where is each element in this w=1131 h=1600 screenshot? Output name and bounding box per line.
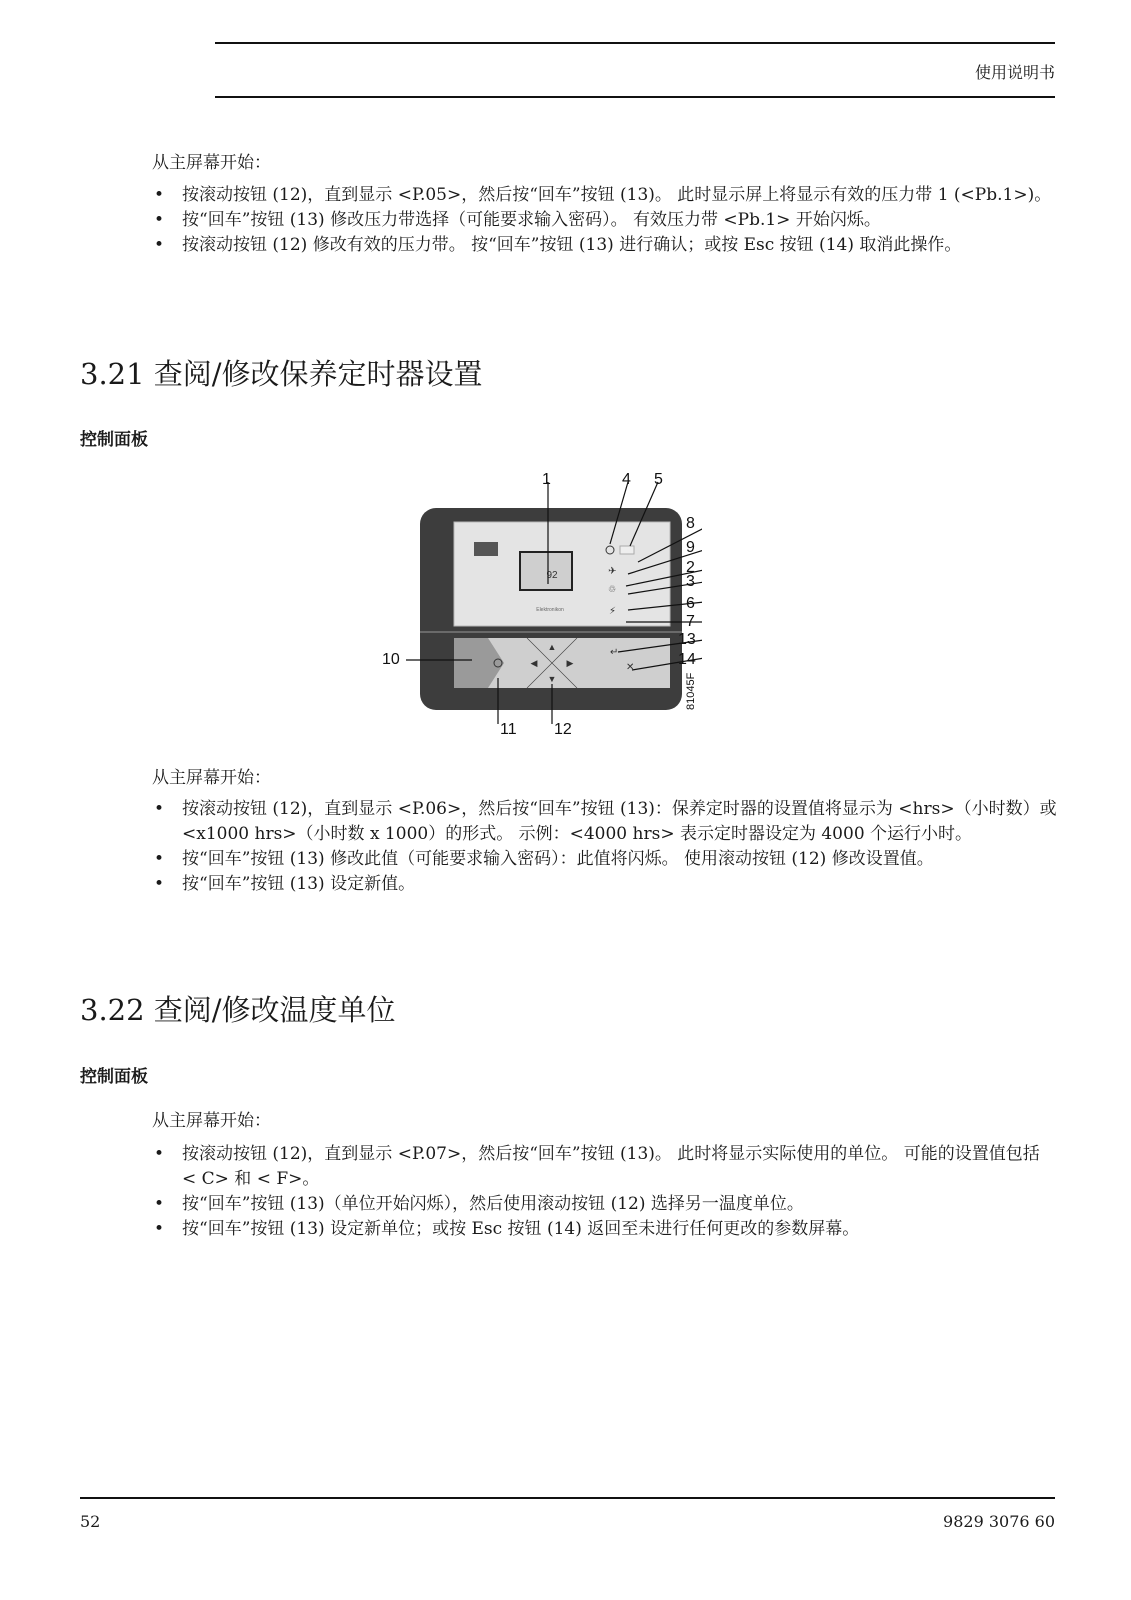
list-item: • 按“回车”按钮 (13) 设定新单位；或按 Esc 按钮 (14) 返回至未进行任何更改的参数屏幕。 <box>152 1217 1057 1242</box>
service-icon: ♲ <box>608 584 617 594</box>
list-item: • 按滚动按钮 (12)，直到显示 <P.05>，然后按“回车”按钮 (13)。 此时显示屏上将显示有效的压力带 1 (<Pb.1>)。 <box>152 183 1057 208</box>
list-item: • 按滚动按钮 (12)，直到显示 <P.07>，然后按“回车”按钮 (13)。 此时将显示实际使用的单位。 可能的设置值包括 < C> 和 < F>。 <box>152 1142 1057 1192</box>
bullet-list <box>152 797 1057 897</box>
figure-id: 81045F <box>685 672 697 710</box>
header-title: 使用说明书 <box>974 63 1055 82</box>
brand-caption: Elektronikon <box>536 607 564 613</box>
doc-number: 9829 3076 60 <box>943 1512 1055 1531</box>
scroll-down-icon: ▼ <box>547 674 557 684</box>
bullet-list <box>152 183 1057 258</box>
list-item: • 按“回车”按钮 (13) 设定新值。 <box>152 872 1057 897</box>
intro-text: 从主屏幕开始： <box>152 153 271 173</box>
header-top-rule <box>215 42 1055 44</box>
list-item: • 按“回车”按钮 (13)（单位开始闪烁），然后使用滚动按钮 (12) 选择另一温度单位。 <box>152 1192 1057 1217</box>
control-panel-figure <box>382 462 702 742</box>
esc-button-icon: ✕ <box>626 662 635 673</box>
intro-text: 从主屏幕开始： <box>152 1111 271 1131</box>
subsection-title: 控制面板 <box>80 1067 148 1087</box>
intro-text: 从主屏幕开始： <box>152 768 271 788</box>
voltage-icon: ⚡ <box>609 606 617 617</box>
callout-11: 11 <box>500 721 517 738</box>
callout-9: 9 <box>686 539 695 556</box>
callout-4: 4 <box>622 471 631 488</box>
footer-rule <box>80 1497 1055 1499</box>
callout-2: 2 <box>686 559 695 576</box>
list-item: • 按滚动按钮 (12) 修改有效的压力带。 按“回车”按钮 (13) 进行确认；或按 Esc 按钮 (14) 取消此操作。 <box>152 233 1057 258</box>
scroll-up-icon: ▲ <box>547 642 557 652</box>
bullet-list <box>152 1142 1057 1242</box>
callout-12: 12 <box>554 721 572 738</box>
callout-1: 1 <box>542 471 551 488</box>
enter-button-icon: ↵ <box>610 647 619 658</box>
brand-logo <box>474 542 498 556</box>
callout-3: 3 <box>686 573 695 590</box>
list-item: • 按“回车”按钮 (13) 修改压力带选择（可能要求输入密码）。 有效压力带 <Pb.1> 开始闪烁。 <box>152 208 1057 233</box>
section-title: 3.21 查阅/修改保养定时器设置 <box>80 357 483 391</box>
callout-8: 8 <box>686 515 695 532</box>
list-item: • 按滚动按钮 (12)，直到显示 <P.06>，然后按“回车”按钮 (13)：保养定时器的设置值将显示为 <hrs>（小时数）或 <x1000 hrs>（小时数 x 1000）的形式。 示例：<4000 hrs> 表示定时器设定为 4000 个运行小时。 <box>152 797 1057 847</box>
scroll-right-icon: ▶ <box>566 658 574 668</box>
header-bottom-rule <box>215 96 1055 98</box>
callout-13: 13 <box>678 631 696 648</box>
callout-14: 14 <box>678 651 696 668</box>
page-number: 52 <box>80 1512 101 1531</box>
callout-5: 5 <box>654 471 663 488</box>
scroll-left-icon: ◀ <box>530 658 538 668</box>
section-title: 3.22 查阅/修改温度单位 <box>80 993 396 1027</box>
callout-6: 6 <box>686 595 695 612</box>
indicator-5 <box>620 546 634 554</box>
subsection-title: 控制面板 <box>80 430 148 450</box>
list-item: • 按“回车”按钮 (13) 修改此值（可能要求输入密码）：此值将闪烁。 使用滚动按钮 (12) 修改设置值。 <box>152 847 1057 872</box>
callout-7: 7 <box>686 613 695 630</box>
fan-icon: ✈ <box>608 566 617 577</box>
lcd-value: 92 <box>546 570 558 581</box>
callout-10: 10 <box>382 651 400 668</box>
